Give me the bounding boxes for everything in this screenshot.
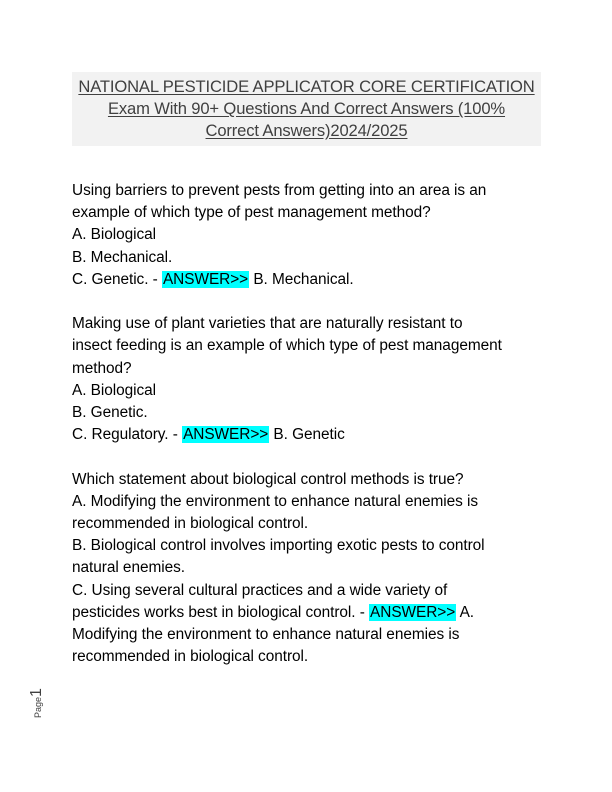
question-3-option-b: B. Biological control involves importing exotic pests to control	[72, 537, 485, 555]
question-2-answer: B. Genetic	[269, 426, 345, 444]
page-word: Page	[33, 696, 43, 718]
page-number: 1	[28, 688, 45, 697]
question-2-answer-line	[72, 424, 547, 446]
question-3-option-a-cont: recommended in biological control.	[72, 515, 309, 533]
question-3-answer-cont-1: Modifying the environment to enhance natural enemies is	[72, 626, 460, 644]
question-1-option-c: C. Genetic. -	[72, 270, 162, 288]
question-3-answer: A.	[456, 603, 475, 621]
page-number-label	[28, 682, 48, 722]
answer-marker-highlight: ANSWER>>	[183, 426, 269, 444]
question-list	[72, 180, 547, 691]
question-block-2	[72, 313, 547, 446]
question-3-line-1: Which statement about biological control methods is true?	[72, 470, 464, 488]
question-3-option-c: C. Using several cultural practices and a wide variety of	[72, 581, 448, 599]
title-line-2: Exam With 90+ Questions And Correct Answers (100%	[107, 98, 506, 118]
question-3-answer-line	[72, 602, 547, 624]
answer-marker-highlight: ANSWER>>	[370, 603, 456, 621]
answer-marker-highlight: ANSWER>>	[162, 270, 249, 288]
question-1-option-b: B. Mechanical.	[72, 248, 173, 266]
question-1-line-2: example of which type of pest management method?	[72, 204, 431, 222]
question-2-line-3: method?	[72, 359, 132, 377]
question-1-answer-line	[72, 269, 547, 291]
question-2-option-c: C. Regulatory. -	[72, 426, 183, 444]
question-1-line-1: Using barriers to prevent pests from getting into an area is an	[72, 182, 487, 199]
title-line-1: NATIONAL PESTICIDE APPLICATOR CORE CERTIFICATION	[78, 76, 535, 96]
question-3-option-c-cont: pesticides works best in biological control. -	[72, 603, 370, 621]
question-1-answer: B. Mechanical.	[249, 270, 354, 288]
title-line-3: Correct Answers)2024/2025	[205, 121, 408, 141]
question-block-3	[72, 469, 547, 669]
question-1-option-a: A. Biological	[72, 226, 157, 244]
question-3-option-a: A. Modifying the environment to enhance natural enemies is	[72, 492, 479, 510]
question-2-line-2: insect feeding is an example of which type of pest management	[72, 337, 502, 355]
question-2-option-a: A. Biological	[72, 381, 157, 399]
question-3-answer-cont-2: recommended in biological control.	[72, 648, 309, 666]
question-2-line-1: Making use of plant varieties that are naturally resistant to	[72, 315, 463, 333]
question-block-1	[72, 180, 547, 291]
question-3-option-b-cont: natural enemies.	[72, 559, 185, 577]
document-title	[72, 72, 541, 146]
question-2-option-b: B. Genetic.	[72, 404, 148, 422]
